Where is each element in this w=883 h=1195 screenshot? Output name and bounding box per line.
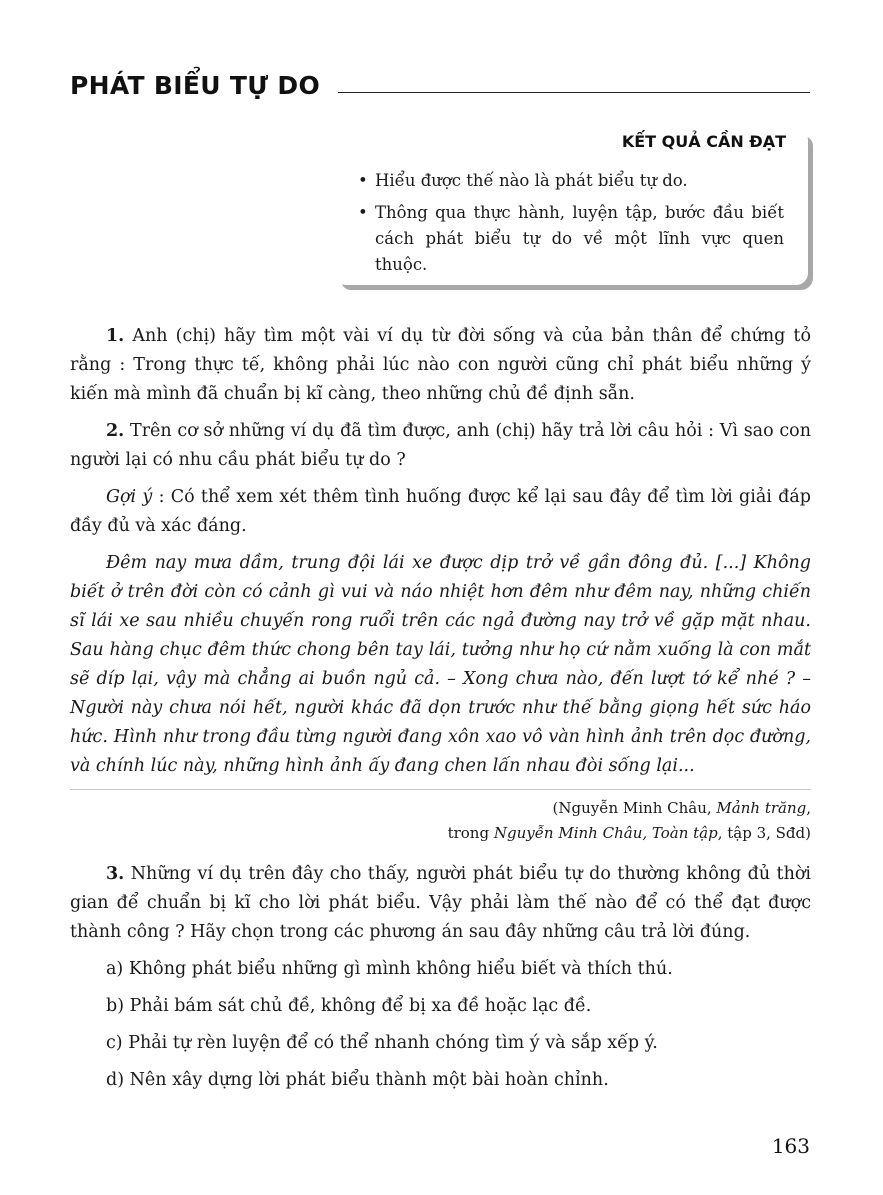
answer-option-a: a) Không phát biểu những gì mình không hiểu biết và thích thú.	[106, 959, 673, 979]
outcome-item	[358, 200, 784, 278]
source-text: (Nguyễn Minh Châu,	[552, 799, 717, 817]
excerpt-source	[70, 796, 811, 846]
source-line-2	[70, 821, 811, 846]
answer-option-b: b) Phải bám sát chủ đề, không để bị xa đề hoặc lạc đề.	[106, 996, 592, 1016]
question-text: Trên cơ sở những ví dụ đã tìm được, anh (chị) hãy trả lời câu hỏi : Vì sao con người lại có nhu cầu phát biểu tự do ?	[70, 421, 811, 470]
question-1	[70, 322, 811, 409]
page-header	[70, 66, 810, 106]
answer-option-d: d) Nên xây dựng lời phát biểu thành một bài hoàn chỉnh.	[106, 1070, 609, 1090]
source-text: , tập 3, Sđd)	[717, 824, 811, 842]
bullet-icon: •	[358, 203, 368, 222]
bullet-icon: •	[358, 171, 368, 190]
hint	[70, 483, 811, 541]
question-2	[70, 417, 811, 475]
title-rule	[338, 92, 810, 93]
hint-label: Gợi ý	[106, 487, 153, 507]
question-text: Những ví dụ trên đây cho thấy, người phát biểu tự do thường không đủ thời gian để chuẩn bị kĩ cho lời phát biểu. Vậy phải làm thế nào để có thể đạt được thành công ? Hãy chọn trong các phương án sau đây những câu trả lời đúng.	[70, 864, 811, 942]
exercise-body	[70, 322, 811, 1103]
hint-text: : Có thể xem xét thêm tình huống được kể lại sau đây để tìm lời giải đáp đầy đủ và xác đáng.	[70, 487, 811, 536]
outcomes-title: KẾT QUẢ CẦN ĐẠT	[621, 132, 786, 151]
learning-outcomes-box	[336, 130, 808, 285]
outcome-text: Thông qua thực hành, luyện tập, bước đầu biết cách phát biểu tự do về một lĩnh vực quen thuộc.	[375, 203, 784, 274]
question-3	[70, 860, 811, 947]
source-line-1	[70, 796, 811, 821]
outcomes-list	[358, 168, 784, 284]
page-title: PHÁT BIỂU TỰ DO	[70, 71, 320, 100]
answer-option-c: c) Phải tự rèn luyện để có thể nhanh chóng tìm ý và sắp xếp ý.	[106, 1033, 658, 1053]
question-number: 1.	[106, 326, 125, 346]
outcome-item	[358, 168, 784, 194]
literary-excerpt: Đêm nay mưa dầm, trung đội lái xe được dịp trở về gần đông đủ. [...] Không biết ở trên đời còn có cảnh gì vui và náo nhiệt hơn đêm như đêm nay, những chiến sĩ lái xe sau nhiều chuyến rong ruổi trên các ngả đường nay trở về gặp mặt nhau. Sau hàng chục đêm thức chong bên tay lái, tưởng như họ cứ nằm xuống là con mắt sẽ díp lại, vậy mà chẳng ai buồn ngủ cả. – Xong chưa nào, đến lượt tớ kể nhé ? – Người này chưa nói hết, người khác đã dọn trước như thế bằng giọng hết sức háo hức. Hình như trong đầu từng người đang xôn xao vô vàn hình ảnh trên dọc đường, và chính lúc này, những hình ảnh ấy đang chen lấn nhau đòi sống lại...	[70, 553, 811, 776]
source-text: trong	[447, 824, 494, 842]
page-number: 163	[771, 1134, 810, 1158]
source-collection-title: Nguyễn Minh Châu, Toàn tập	[493, 824, 718, 842]
question-text: Anh (chị) hãy tìm một vài ví dụ từ đời sống và của bản thân để chứng tỏ rằng : Trong thực tế, không phải lúc nào con người cũng chỉ phát biểu những ý kiến mà mình đã chuẩn bị kĩ càng, theo những chủ đề định sẵn.	[70, 326, 811, 404]
source-work-title: Mảnh trăng	[716, 799, 807, 817]
question-number: 3.	[106, 864, 125, 884]
source-divider	[70, 789, 811, 790]
outcome-text: Hiểu được thế nào là phát biểu tự do.	[375, 171, 688, 190]
box-panel	[336, 130, 808, 285]
source-text: ,	[806, 799, 811, 817]
question-number: 2.	[106, 421, 125, 441]
